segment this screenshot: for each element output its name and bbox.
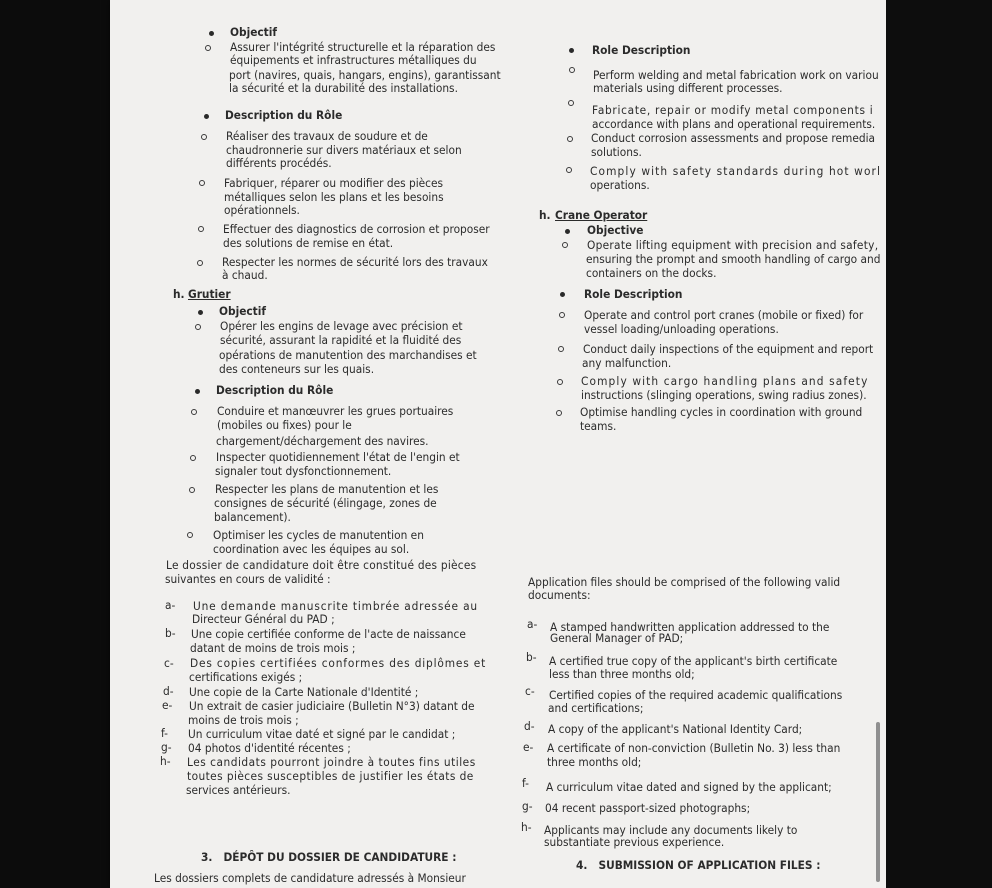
fr-grutier-role-heading: Description du Rôle [216,383,334,397]
fr-grutier-role-line: coordination avec les équipes au sol. [213,542,410,556]
fr-grutier-objectif-line: Opérer les engins de levage avec précision et [220,319,463,333]
fr-dossier-letter: c- [164,656,174,670]
en-crane-role-line: Optimise handling cycles in coordination with ground [580,405,863,419]
en-app-line: less than three months old; [549,667,695,681]
fr-dossier-letter: a- [165,598,176,612]
fr-role-heading: Description du Rôle [225,108,343,122]
fr-dossier-line: Directeur Général du PAD ; [192,612,335,626]
fr-grutier-role-line: Optimiser les cycles de manutention en [213,528,424,542]
en-app-line: A certificate of non-conviction (Bulletin No. 3) less than [547,741,841,755]
circle-bullet-icon [562,242,568,248]
circle-bullet-icon [569,67,575,73]
bullet-icon [560,292,565,297]
circle-bullet-icon [567,136,573,142]
en-app-line: 04 recent passport-sized photographs; [545,801,751,815]
fr-dossier-line: Une demande manuscrite timbrée adressée au [193,599,478,613]
fr-grutier-role-line: Respecter les plans de manutention et les [215,482,439,496]
en-crane-role-line: teams. [580,419,617,433]
scrollbar-thumb[interactable] [876,722,880,882]
bullet-icon [569,48,574,53]
circle-bullet-icon [201,134,207,140]
fr-role-line: des solutions de remise en état. [223,236,394,250]
circle-bullet-icon [559,312,565,318]
en-role-line: Perform welding and metal fabrication work on variou [593,68,879,82]
fr-role-line: Réaliser des travaux de soudure et de [226,129,428,143]
fr-dossier-line: toutes pièces susceptibles de justifier les états de [187,769,474,783]
fr-role-line: différents procédés. [226,156,332,170]
fr-last-line: Les dossiers complets de candidature adressés à Monsieur [154,871,466,885]
bullet-icon [209,31,214,36]
fr-dossier-letter: h- [160,754,171,768]
en-app-letter: h- [521,820,532,834]
en-role-line: materials using different processes. [593,81,783,95]
en-app-intro: Application files should be comprised of the following valid [528,575,841,589]
fr-role-line: Effectuer des diagnostics de corrosion et proposer [223,222,490,236]
en-app-line: three months old; [547,755,642,769]
fr-dossier-line: certifications exigés ; [189,670,303,684]
fr-dossier-letter: b- [165,626,176,640]
fr-dossier-letter: d- [163,684,174,698]
fr-dossier-letter: f- [161,726,168,740]
fr-objectif-line: port (navires, quais, hangars, engins), garantissant [229,68,501,82]
en-app-line: A copy of the applicant's National Identity Card; [548,722,803,736]
fr-objectif-line: équipements et infrastructures métalliques du [230,53,477,67]
fr-dossier-line: datant de moins de trois mois ; [190,641,356,655]
fr-dossier-line: services antérieurs. [186,783,291,797]
fr-dossier-intro: Le dossier de candidature doit être constitué des pièces [166,558,477,572]
fr-dossier-letter: g- [161,740,172,754]
circle-bullet-icon [197,260,203,266]
bullet-icon [565,229,570,234]
fr-dossier-intro: suivantes en cours de validité : [165,572,331,586]
circle-bullet-icon [566,167,572,173]
en-role-line: Fabricate, repair or modify metal components i [592,103,874,117]
fr-role-line: à chaud. [222,268,268,282]
en-crane-role-line: Comply with cargo handling plans and safety [581,374,869,388]
fr-section-3-heading: 3. DÉPÔT DU DOSSIER DE CANDIDATURE : [201,850,457,864]
circle-bullet-icon [205,45,211,51]
bullet-icon [198,310,203,315]
bullet-icon [195,389,200,394]
en-crane-role-line: instructions (slinging operations, swing radius zones). [581,388,867,402]
en-section-title: Crane Operator [555,208,648,222]
en-app-letter: b- [526,650,537,664]
en-role-heading: Role Description [592,43,691,57]
en-role-line: solutions. [591,145,642,159]
fr-role-line: opérationnels. [224,203,300,217]
fr-dossier-line: Un extrait de casier judiciaire (Bulletin N°3) datant de [189,699,475,713]
fr-grutier-role-line: Conduire et manœuvrer les grues portuaires [217,404,454,418]
fr-objectif-line: la sécurité et la durabilité des installations. [229,81,458,95]
en-app-line: Applicants may include any documents likely to [544,823,798,837]
en-app-intro: documents: [528,588,591,602]
circle-bullet-icon [557,379,563,385]
fr-dossier-line: Une copie certifiée conforme de l'acte de naissance [191,627,466,641]
en-app-letter: e- [523,740,534,754]
fr-grutier-role-line: balancement). [214,510,291,524]
fr-role-line: Respecter les normes de sécurité lors des travaux [222,255,488,269]
circle-bullet-icon [189,487,195,493]
fr-grutier-objectif-line: opérations de manutention des marchandises et [219,348,477,362]
en-section-4-heading: 4. SUBMISSION OF APPLICATION FILES : [576,858,821,872]
circle-bullet-icon [198,226,204,232]
fr-role-line: métalliques selon les plans et les besoins [224,190,444,204]
en-crane-role-line: vessel loading/unloading operations. [584,322,779,336]
fr-grutier-objectif-heading: Objectif [219,304,266,318]
en-app-line: substantiate previous experience. [544,835,725,849]
fr-grutier-objectif-line: sécurité, assurant la rapidité et la fluidité des [220,333,462,347]
circle-bullet-icon [556,410,562,416]
fr-dossier-line: moins de trois mois ; [188,713,299,727]
fr-section-title: Grutier [188,287,231,301]
en-crane-role-heading: Role Description [584,287,683,301]
en-app-line: A curriculum vitae dated and signed by the applicant; [546,780,832,794]
circle-bullet-icon [190,455,196,461]
en-role-line: Comply with safety standards during hot worl [590,164,882,178]
fr-objectif-line: Assurer l'intégrité structurelle et la réparation des [230,40,496,54]
en-app-line: A stamped handwritten application addressed to the [550,620,830,634]
en-app-letter: f- [522,776,529,790]
circle-bullet-icon [199,180,205,186]
fr-grutier-role-line: (mobiles ou fixes) pour le [217,418,352,432]
en-app-line: Certified copies of the required academic qualifications [549,688,843,702]
bullet-icon [204,114,209,119]
en-app-line: General Manager of PAD; [550,631,684,645]
en-app-line: and certifications; [548,701,644,715]
en-app-letter: d- [524,719,535,733]
fr-dossier-line: Un curriculum vitae daté et signé par le candidat ; [188,727,456,741]
fr-dossier-line: 04 photos d'identité récentes ; [188,741,351,755]
document-page [110,0,886,888]
circle-bullet-icon [187,532,193,538]
en-crane-role-line: Conduct daily inspections of the equipment and report [583,342,874,356]
en-role-line: operations. [590,178,650,192]
circle-bullet-icon [195,324,201,330]
en-crane-objective-line: ensuring the prompt and smooth handling of cargo and [586,252,881,266]
fr-grutier-objectif-line: des conteneurs sur les quais. [219,362,375,376]
circle-bullet-icon [558,346,564,352]
fr-dossier-line: Les candidats pourront joindre à toutes fins utiles [187,755,476,769]
fr-role-line: chaudronnerie sur divers matériaux et selon [226,143,462,157]
en-app-letter: g- [522,799,533,813]
en-crane-role-line: any malfunction. [582,356,672,370]
en-crane-objective-heading: Objective [587,223,644,237]
en-app-letter: a- [527,617,538,631]
fr-objectif-heading: Objectif [230,25,277,39]
en-app-line: A certified true copy of the applicant's birth certificate [549,654,838,668]
fr-dossier-line: Des copies certifiées conformes des diplômes et [190,656,487,670]
fr-grutier-role-line: consignes de sécurité (élingage, zones de [214,496,437,510]
fr-dossier-line: Une copie de la Carte Nationale d'Identité ; [189,685,419,699]
fr-grutier-role-line: Inspecter quotidiennement l'état de l'engin et [216,450,460,464]
en-app-letter: c- [525,684,535,698]
fr-role-line: Fabriquer, réparer ou modifier des pièces [224,176,444,190]
en-role-line: accordance with plans and operational requirements. [592,117,876,131]
fr-section-letter: h. [173,287,185,301]
en-crane-objective-line: Operate lifting equipment with precision and safety, [587,238,879,252]
en-section-letter: h. [539,208,551,222]
fr-dossier-letter: e- [162,698,173,712]
en-role-line: Conduct corrosion assessments and propose remedia [591,131,876,145]
fr-grutier-role-line: chargement/déchargement des navires. [216,434,429,448]
right-margin [886,0,992,888]
circle-bullet-icon [568,100,574,106]
en-crane-objective-line: containers on the docks. [586,266,717,280]
en-crane-role-line: Operate and control port cranes (mobile or fixed) for [584,308,864,322]
circle-bullet-icon [191,409,197,415]
fr-grutier-role-line: signaler tout dysfonctionnement. [215,464,392,478]
